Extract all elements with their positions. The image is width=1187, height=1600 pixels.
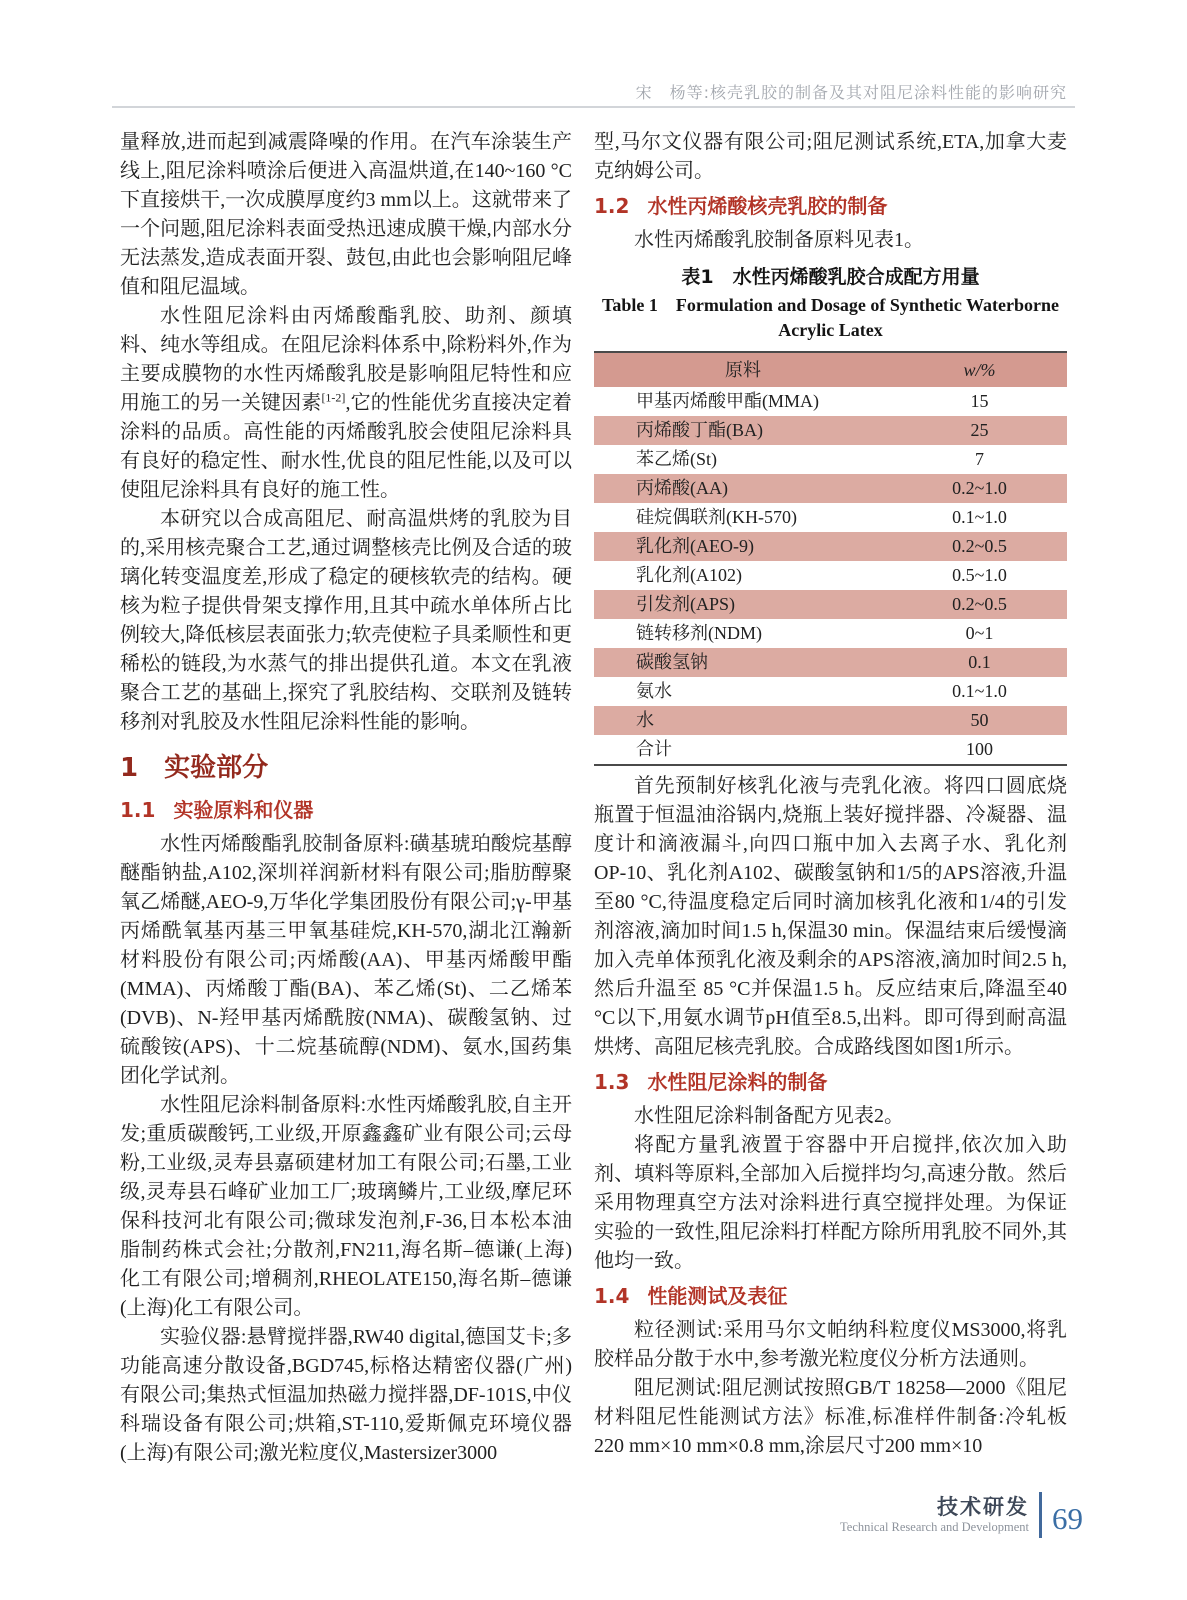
paragraph: 水性丙烯酸酯乳胶制备原料:磺基琥珀酸烷基醇醚酯钠盐,A102,深圳祥润新材料有限公司;脂肪醇聚氧乙烯醚,AEO-9,万华化学集团股份有限公司;γ-甲基丙烯酰氧基丙基三甲氧基硅烷,KH-570,湖北江瀚新材料股份有限公司;丙烯酸(AA)、甲基丙烯酸甲酯(MMA)、丙烯酸丁酯(BA)、苯乙烯(St)、二乙烯苯(DVB)、N-羟甲基丙烯酰胺(NMA)、碳酸氢钠、过硫酸铵(APS)、十二烷基硫醇(NDM)、氨水,国药集团化学试剂。 — [120, 833, 572, 1087]
table-header-row — [594, 352, 1067, 387]
paragraph: 粒径测试:采用马尔文帕纳科粒度仪MS3000,将乳胶样品分散于水中,参考激光粒度仪分析方法通则。 — [594, 1319, 1067, 1370]
table-row — [594, 648, 1067, 677]
table-row — [594, 735, 1067, 765]
section-number: 1.2 — [594, 194, 630, 218]
ingredient-cell: 合计 — [636, 739, 672, 759]
ingredient-cell: 乳化剂(AEO-9) — [636, 536, 754, 556]
value-cell: 0.2~0.5 — [952, 536, 1007, 556]
value-cell: 15 — [970, 391, 989, 411]
value-cell: 0.1 — [968, 652, 991, 672]
table-row — [594, 677, 1067, 706]
paragraph: 量释放,进而起到减震降噪的作用。在汽车涂装生产线上,阻尼涂料喷涂后便进入高温烘道,在140~160 °C下直接烘干,一次成膜厚度约3 mm以上。这就带来了一个问题,阻尼涂料表面受热迅速成膜干燥,内部水分无法蒸发,造成表面开裂、鼓包,由此也会影响阻尼峰值和阻尼温域。 — [120, 131, 572, 298]
footer-section-zh: 技术研发 — [937, 1494, 1029, 1519]
table-row — [594, 474, 1067, 503]
ingredient-cell: 丙烯酸丁酯(BA) — [636, 420, 763, 440]
footer-divider-bar — [1039, 1492, 1042, 1538]
section-title: 实验原料和仪器 — [173, 798, 314, 822]
section-number: 1 — [120, 753, 139, 783]
section-heading-1-4 — [594, 1281, 1067, 1311]
paragraph: 阻尼测试:阻尼测试按照GB/T 18258—2000《阻尼材料阻尼性能测试方法》标准,标准样件制备:冷轧板220 mm×10 mm×0.8 mm,涂层尺寸200 mm×10 — [594, 1377, 1067, 1457]
ingredient-cell: 苯乙烯(St) — [636, 449, 717, 469]
value-cell: 0~1 — [965, 623, 994, 643]
value-cell: 25 — [970, 420, 989, 440]
value-cell: 0.5~1.0 — [952, 565, 1007, 585]
paragraph: 型,马尔文仪器有限公司;阻尼测试系统,ETA,加拿大麦克纳姆公司。 — [594, 131, 1067, 182]
ingredient-cell: 水 — [636, 710, 654, 730]
table-row — [594, 503, 1067, 532]
table-row — [594, 445, 1067, 474]
formulation-table — [594, 351, 1067, 766]
footer-section-label — [840, 1495, 1029, 1536]
formulation-table-body — [594, 387, 1067, 765]
value-cell: 0.2~0.5 — [952, 594, 1007, 614]
table-row — [594, 706, 1067, 735]
running-title: 宋 杨等:核壳乳胶的制备及其对阻尼涂料性能的影响研究 — [635, 83, 1067, 102]
paragraph-text: ,它的性能优劣直接决定着涂料的品质。高性能的丙烯酸乳胶会使阻尼涂料具有良好的稳定性、耐水性,优良的阻尼性能,以及可以使阻尼涂料具有良好的施工性。 — [120, 392, 573, 501]
ingredient-cell: 丙烯酸(AA) — [636, 478, 728, 498]
section-heading-1-3 — [594, 1067, 1067, 1097]
table-row — [594, 619, 1067, 648]
right-column — [594, 128, 1067, 1468]
paragraph: 本研究以合成高阻尼、耐高温烘烤的乳胶为目的,采用核壳聚合工艺,通过调整核壳比例及合适的玻璃化转变温度差,形成了稳定的硬核软壳的结构。硬核为粒子提供骨架支撑作用,且其中疏水单体所占比例较大,降低核层表面张力;软壳使粒子具柔顺性和更稀松的链段,为水蒸气的排出提供孔道。本文在乳液聚合工艺的基础上,探究了乳胶结构、交联剂及链转移剂对乳胶及水性阻尼涂料性能的影响。 — [120, 508, 572, 733]
table1-title-en-line1: Table 1 Formulation and Dosage of Synthetic Waterborne — [601, 295, 1059, 315]
paragraph — [120, 302, 572, 505]
table-row — [594, 387, 1067, 416]
section-heading-1-1 — [120, 795, 572, 825]
paragraph: 水性丙烯酸乳胶制备原料见表1。 — [634, 229, 924, 251]
ingredient-cell: 乳化剂(A102) — [636, 565, 742, 585]
citation-marker: [1-2] — [321, 390, 346, 405]
table-row — [594, 416, 1067, 445]
paragraph-text: 水性阻尼涂料由丙烯酸酯乳胶、助剂、颜填料、纯水等组成。在阻尼涂料体系中,除粉料外,作为主要成膜物的水性丙烯酸乳胶是影响阻尼特性和应用施工的另一关键因素 — [120, 305, 572, 414]
section-title: 水性阻尼涂料的制备 — [647, 1070, 828, 1094]
section-number: 1.1 — [120, 798, 156, 822]
two-column-body — [120, 128, 1067, 1468]
column-header-weight-percent: w/% — [892, 352, 1067, 387]
value-cell: 0.1~1.0 — [952, 507, 1007, 527]
value-cell: 0.1~1.0 — [952, 681, 1007, 701]
table1-block — [594, 263, 1067, 766]
section-title: 水性丙烯酸核壳乳胶的制备 — [647, 194, 888, 218]
table1-title-en-line2: Acrylic Latex — [778, 320, 883, 340]
paragraph: 将配方量乳液置于容器中开启搅拌,依次加入助剂、填料等原料,全部加入后搅拌均匀,高速分散。然后采用物理真空方法对涂料进行真空搅拌处理。为保证实验的一致性,阻尼涂料打样配方除所用乳胶不同外,其他均一致。 — [594, 1134, 1067, 1272]
page-footer — [840, 1488, 1083, 1542]
section-heading-1-2 — [594, 191, 1067, 221]
section-title: 性能测试及表征 — [647, 1284, 788, 1308]
table-row — [594, 590, 1067, 619]
section-title: 实验部分 — [164, 753, 269, 783]
value-cell: 0.2~1.0 — [952, 478, 1007, 498]
ingredient-cell: 氨水 — [636, 681, 672, 701]
left-column — [120, 128, 572, 1468]
table-row — [594, 561, 1067, 590]
table1-title-zh: 表1 水性丙烯酸乳胶合成配方用量 — [681, 266, 980, 288]
table1-title-en — [594, 293, 1067, 343]
section-heading-1 — [120, 751, 572, 785]
section-number: 1.4 — [594, 1284, 630, 1308]
paragraph: 水性阻尼涂料制备配方见表2。 — [634, 1105, 904, 1127]
paragraph: 水性阻尼涂料制备原料:水性丙烯酸乳胶,自主开发;重质碳酸钙,工业级,开原鑫鑫矿业有限公司;云母粉,工业级,灵寿县嘉硕建材加工有限公司;石墨,工业级,灵寿县石峰矿业加工厂;玻璃鳞片,工业级,摩尼环保科技河北有限公司;微球发泡剂,F-36,日本松本油脂制药株式会社;分散剂,FN211,海名斯–德谦(上海)化工有限公司;增稠剂,RHEOLATE150,海名斯–德谦(上海)化工有限公司。 — [120, 1094, 572, 1319]
value-cell: 100 — [965, 739, 993, 759]
header-divider — [112, 106, 1075, 108]
ingredient-cell: 甲基丙烯酸甲酯(MMA) — [636, 391, 819, 411]
ingredient-cell: 链转移剂(NDM) — [636, 623, 762, 643]
column-header-ingredient: 原料 — [594, 352, 892, 387]
value-cell: 50 — [970, 710, 989, 730]
table-row — [594, 532, 1067, 561]
page-number: 69 — [1052, 1501, 1083, 1536]
section-number: 1.3 — [594, 1070, 630, 1094]
paragraph: 首先预制好核乳化液与壳乳化液。将四口圆底烧瓶置于恒温油浴锅内,烧瓶上装好搅拌器、冷凝器、温度计和滴液漏斗,向四口瓶中加入去离子水、乳化剂OP-10、乳化剂A102、碳酸氢钠和1/5的APS溶液,升温至80 °C,待温度稳定后同时滴加核乳化液和1/4的引发剂溶液,滴加时间1.5 h,保温30 min。保温结束后缓慢滴加入壳单体预乳化液及剩余的APS溶液,滴加时间2.5 h,然后升温至 85 °C并保温1.5 h。反应结束后,降温至40 °C以下,用氨水调节pH值至8.5,出料。即可得到耐高温烘烤、高阻尼核壳乳胶。合成路线图如图1所示。 — [594, 775, 1067, 1058]
ingredient-cell: 碳酸氢钠 — [636, 652, 708, 672]
ingredient-cell: 引发剂(APS) — [636, 594, 736, 614]
footer-section-en: Technical Research and Development — [840, 1519, 1029, 1534]
paragraph: 实验仪器:悬臂搅拌器,RW40 digital,德国艾卡;多功能高速分散设备,BGD745,标格达精密仪器(广州)有限公司;集热式恒温加热磁力搅拌器,DF-101S,中仪科瑞设备有限公司;烘箱,ST-110,爱斯佩克环境仪器(上海)有限公司;激光粒度仪,Mastersizer3000 — [120, 1326, 572, 1464]
ingredient-cell: 硅烷偶联剂(KH-570) — [636, 507, 797, 527]
value-cell: 7 — [974, 449, 984, 469]
